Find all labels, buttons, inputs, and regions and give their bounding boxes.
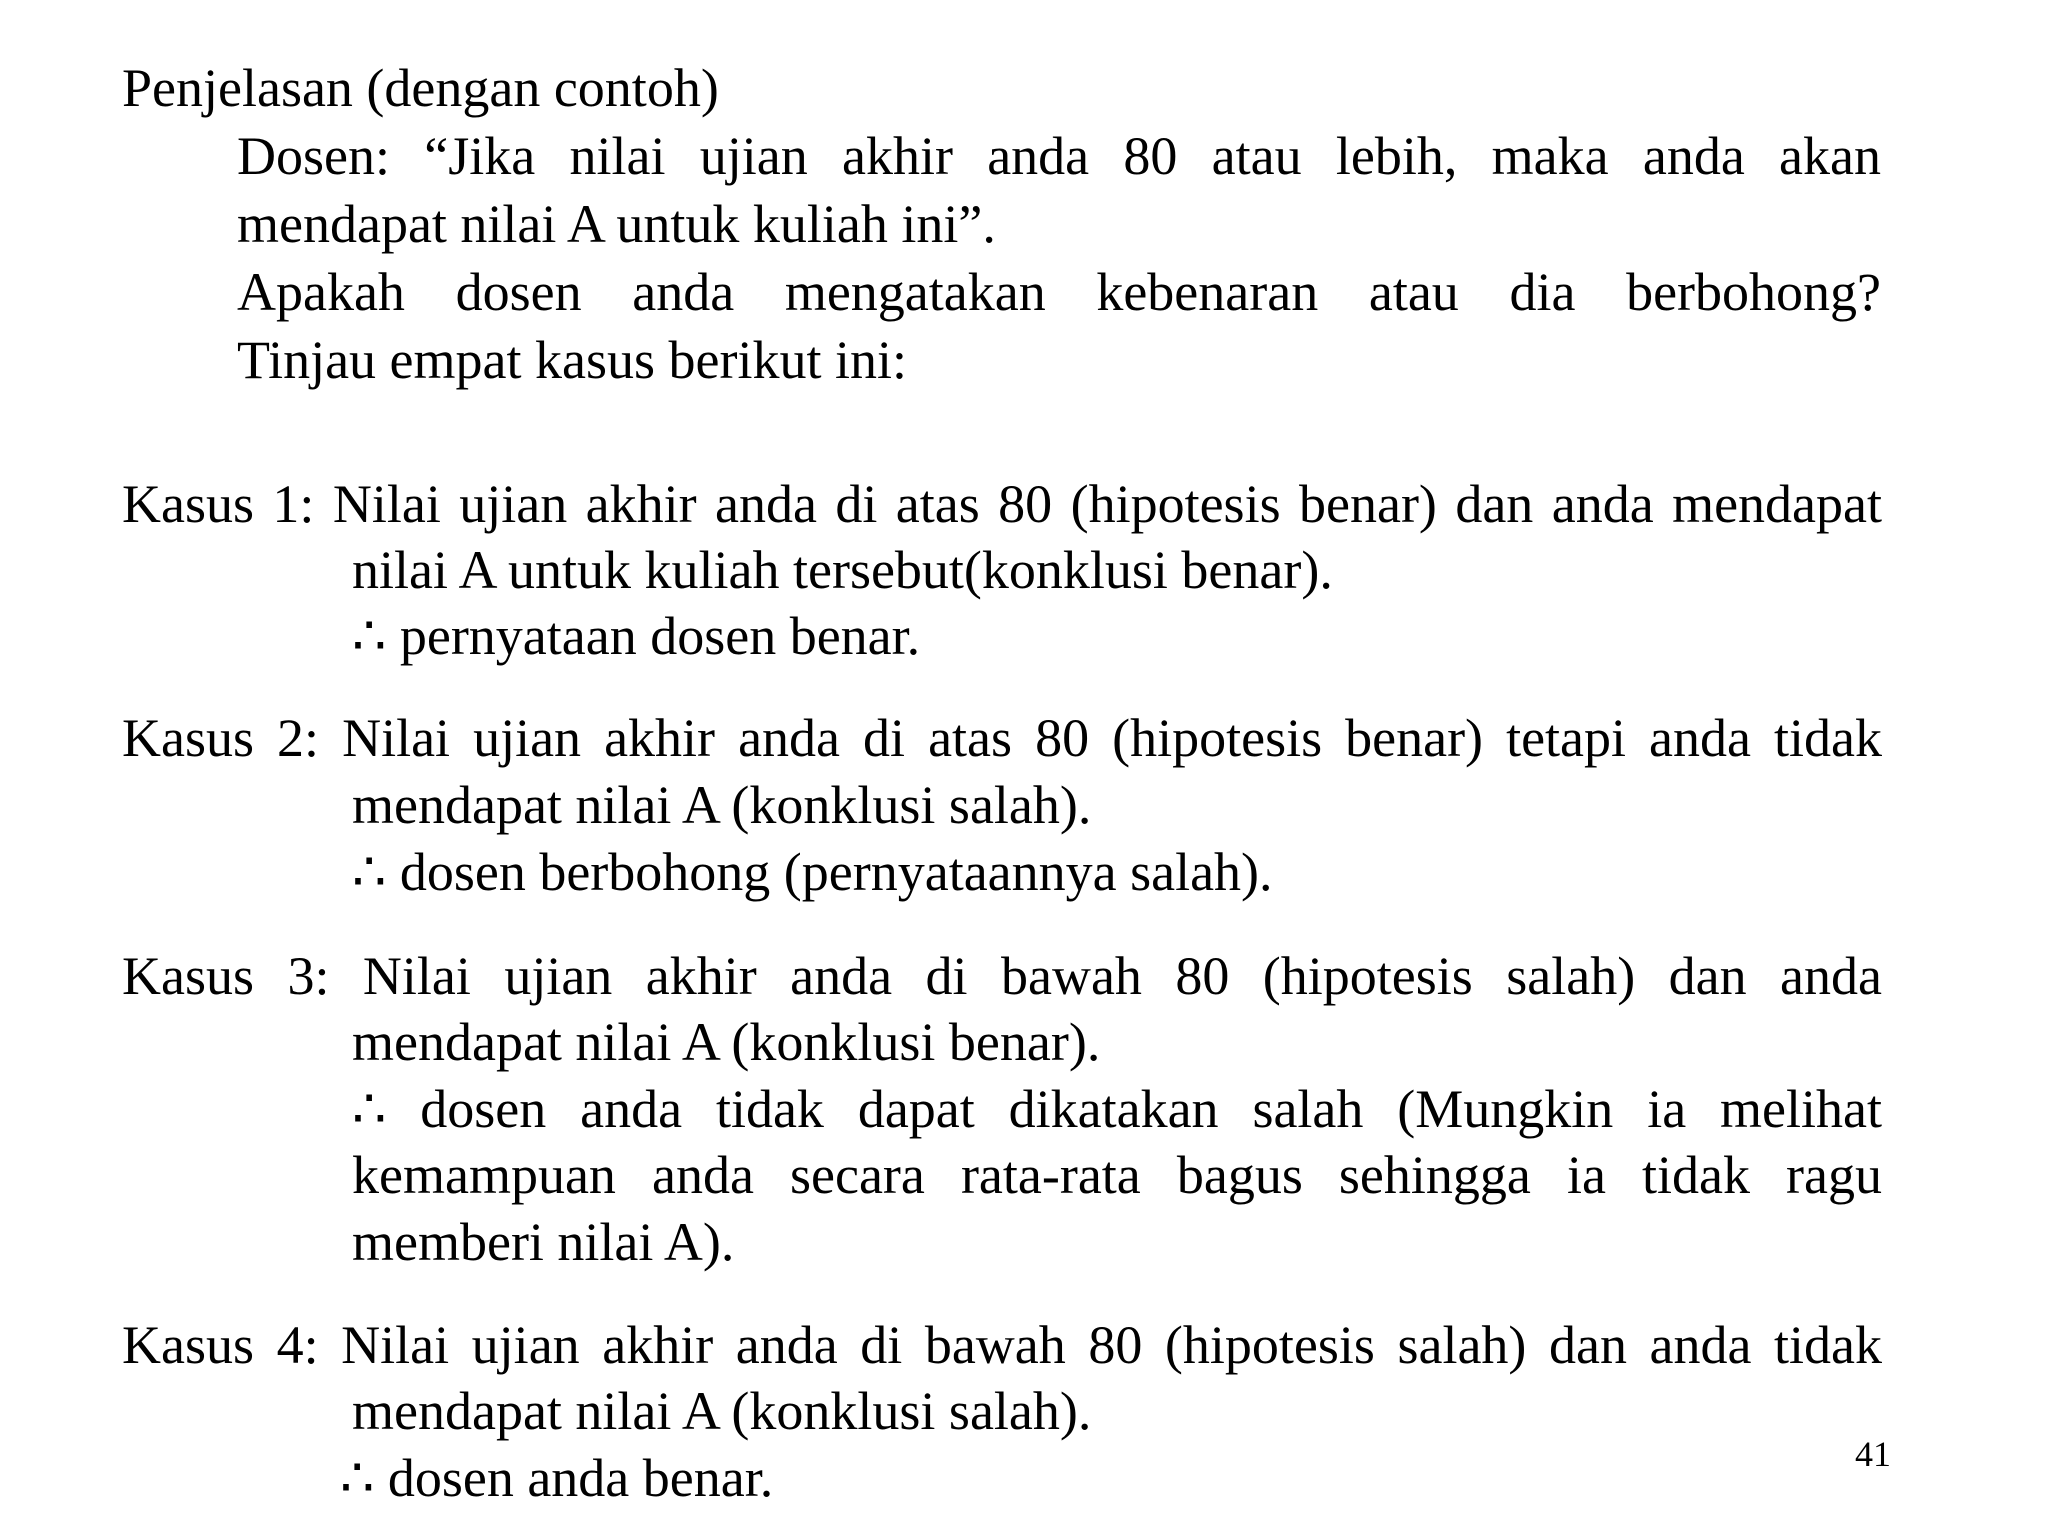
case-2-conclusion: ∴ dosen berbohong (pernyataannya salah). — [352, 842, 1273, 902]
intro-line-2: mendapat nilai A untuk kuliah ini”. — [237, 194, 996, 254]
case-4-conclusion: ∴ dosen anda benar. — [340, 1448, 774, 1508]
case-1-line-1: Kasus 1: Nilai ujian akhir anda di atas 80 (hipotesis benar) dan anda mendapat — [122, 474, 1882, 534]
case-3-line-1: Kasus 3: Nilai ujian akhir anda di bawah 80 (hipotesis salah) dan anda — [122, 946, 1882, 1006]
case-4-line-2: mendapat nilai A (konklusi salah). — [352, 1381, 1092, 1441]
intro-line-1: Dosen: “Jika nilai ujian akhir anda 80 atau lebih, maka anda akan — [237, 126, 1881, 186]
case-2-line-2: mendapat nilai A (konklusi salah). — [352, 775, 1092, 835]
page-number: 41 — [1855, 1434, 1891, 1474]
intro-line-3: Apakah dosen anda mengatakan kebenaran atau dia berbohong? — [237, 262, 1881, 322]
case-2-line-1: Kasus 2: Nilai ujian akhir anda di atas 80 (hipotesis benar) tetapi anda tidak — [122, 708, 1882, 768]
slide-heading: Penjelasan (dengan contoh) — [122, 58, 719, 118]
case-3-conclusion-3: memberi nilai A). — [352, 1212, 735, 1272]
case-4-line-1: Kasus 4: Nilai ujian akhir anda di bawah 80 (hipotesis salah) dan anda tidak — [122, 1315, 1882, 1375]
case-1-conclusion: ∴ pernyataan dosen benar. — [352, 606, 921, 666]
intro-line-4: Tinjau empat kasus berikut ini: — [237, 330, 907, 390]
case-3-line-2: mendapat nilai A (konklusi benar). — [352, 1012, 1101, 1072]
case-1-line-2: nilai A untuk kuliah tersebut(konklusi benar). — [352, 540, 1333, 600]
case-3-conclusion-2: kemampuan anda secara rata-rata bagus sehingga ia tidak ragu — [352, 1145, 1882, 1205]
case-3-conclusion-1: ∴ dosen anda tidak dapat dikatakan salah (Mungkin ia melihat — [352, 1079, 1882, 1139]
